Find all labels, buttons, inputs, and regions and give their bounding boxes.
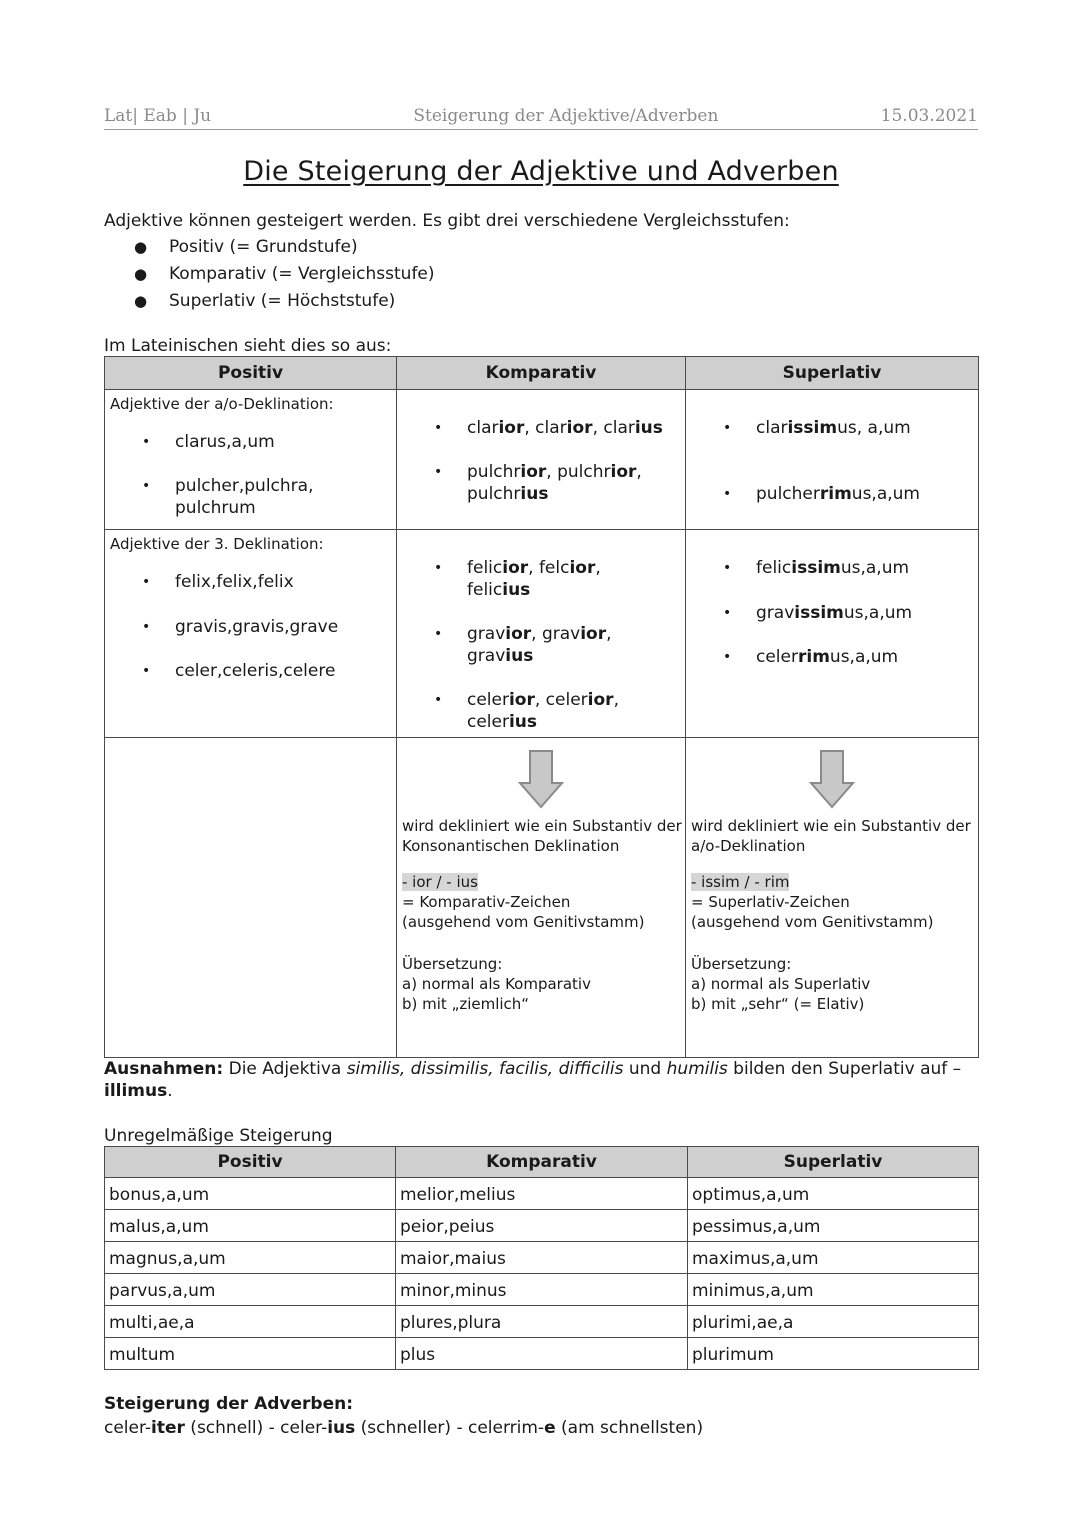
k3-komparativ-list: [397, 557, 685, 733]
bullet-icon: ●: [134, 292, 148, 310]
stage-list: [104, 234, 978, 315]
komp-trans-a: a) normal als Komparativ: [402, 975, 591, 993]
irregular-rows: [105, 1178, 979, 1370]
komp-trans-b: b) mit „ziemlich“: [402, 995, 530, 1013]
list-item: • celer,celeris,celere: [142, 661, 336, 681]
table-row: [105, 1338, 979, 1370]
col-head-komparativ: Komparativ: [396, 1147, 688, 1178]
exceptions-label: Ausnahmen:: [104, 1059, 224, 1079]
document-page: [104, 100, 978, 1440]
bullet-icon: •: [723, 649, 732, 665]
k3-superlativ-cell: [686, 530, 979, 738]
arrow-down-icon: [518, 750, 564, 810]
komp-marker-desc1: = Komparativ-Zeichen: [402, 893, 571, 911]
k3-positiv-list: [105, 571, 396, 682]
bullet-icon: •: [434, 560, 443, 576]
comparison-table: [104, 356, 979, 1058]
list-item: • pulcherrimus,a,um: [723, 484, 920, 504]
table-cell: optimus,a,um: [688, 1178, 979, 1210]
bullet-icon: •: [723, 486, 732, 502]
list-item: • felicissimus,a,um: [723, 558, 910, 578]
list-item: • felix,felix,felix: [142, 572, 294, 592]
list-item: • gravissimus,a,um: [723, 603, 913, 623]
bullet-icon: •: [142, 434, 151, 450]
adverbs-heading: Steigerung der Adverben:: [104, 1394, 354, 1414]
komp-marker-desc2: (ausgehend vom Genitivstamm): [402, 913, 645, 931]
arrow-down-icon: [809, 750, 855, 810]
table-cell: plurimi,ae,a: [688, 1306, 979, 1338]
list-item: • pulcher,pulchra, pulchrum: [142, 476, 314, 518]
col-head-superlativ: Superlativ: [686, 357, 979, 390]
table-cell: maior,maius: [396, 1242, 688, 1274]
irregular-table: [104, 1146, 979, 1370]
exceptions-suffix: illimus: [104, 1081, 168, 1101]
komparativ-notes: [397, 810, 685, 1014]
sup-trans-a: a) normal als Superlativ: [691, 975, 871, 993]
empty-positiv-cell: [105, 738, 397, 1058]
komp-trans-label: Übersetzung:: [402, 955, 503, 973]
col-head-positiv: Positiv: [105, 357, 397, 390]
bullet-icon: •: [723, 605, 732, 621]
k3-komparativ-cell: [397, 530, 686, 738]
sup-marker: - issim / - rim: [691, 873, 790, 891]
bullet-icon: •: [142, 574, 151, 590]
bullet-icon: •: [434, 464, 443, 480]
bullet-icon: •: [723, 560, 732, 576]
sup-marker-desc1: = Superlativ-Zeichen: [691, 893, 850, 911]
ao-heading: Adjektive der a/o-Deklination:: [110, 395, 334, 413]
ao-komparativ-list: [397, 417, 685, 505]
list-item: • clarior, clarior, clarius: [434, 418, 663, 438]
table-row: [105, 1274, 979, 1306]
komp-decl: wird dekliniert wie ein Substantiv der Konsonantischen Deklination: [402, 817, 682, 855]
header-topic: Steigerung der Adjektive/Adverben: [413, 106, 719, 126]
table-cell: plus: [396, 1338, 688, 1370]
k3-superlativ-list: [686, 557, 978, 668]
col-head-komparativ: Komparativ: [397, 357, 686, 390]
table-cell: malus,a,um: [105, 1210, 396, 1242]
table2-label: Unregelmäßige Steigerung: [104, 1126, 333, 1146]
list-item: • clarus,a,um: [142, 432, 275, 452]
bullet-icon: ●: [134, 265, 148, 283]
bullet-icon: •: [723, 420, 732, 436]
list-item: • clarissimus, a,um: [723, 418, 911, 438]
exceptions-note: Ausnahmen: Die Adjektiva similis, dissimilis, facilis, difficilis und humilis bilden den Superlativ auf – illimus.: [104, 1059, 962, 1101]
stage-item: ● Komparativ (= Vergleichsstufe): [134, 261, 978, 288]
ao-positiv-list: [105, 431, 396, 519]
col-head-positiv: Positiv: [105, 1147, 396, 1178]
sup-decl: wird dekliniert wie ein Substantiv der a/o-Deklination: [691, 817, 971, 855]
komparativ-notes-cell: [397, 738, 686, 1058]
stage-item: ● Positiv (= Grundstufe): [134, 234, 978, 261]
adverbs-section: [104, 1392, 978, 1440]
table-cell: plures,plura: [396, 1306, 688, 1338]
superlativ-notes-cell: [686, 738, 979, 1058]
table-row: [105, 1242, 979, 1274]
bullet-icon: •: [142, 663, 151, 679]
list-item: • celerior, celerior, celerius: [434, 690, 619, 732]
table-row: [105, 1178, 979, 1210]
list-item: • gravis,gravis,grave: [142, 617, 339, 637]
komp-marker: - ior / - ius: [402, 873, 478, 891]
bullet-icon: •: [434, 420, 443, 436]
exceptions-word2: humilis: [666, 1059, 728, 1079]
bullet-icon: •: [434, 692, 443, 708]
table-cell: minor,minus: [396, 1274, 688, 1306]
table-cell: melior,melius: [396, 1178, 688, 1210]
sup-marker-desc2: (ausgehend vom Genitivstamm): [691, 913, 934, 931]
list-item: • celerrimus,a,um: [723, 647, 899, 667]
exceptions-words: similis, dissimilis, facilis, difficilis: [346, 1059, 624, 1079]
list-item: • pulchrior, pulchrior, pulchrius: [434, 462, 642, 504]
table-row: [105, 1306, 979, 1338]
sup-trans-b: b) mit „sehr“ (= Elativ): [691, 995, 865, 1013]
table-row: [105, 1210, 979, 1242]
ao-komparativ-cell: [397, 390, 686, 530]
header-date: 15.03.2021: [880, 106, 978, 126]
ao-superlativ-list: [686, 417, 978, 505]
list-item: • felicior, felcior, felicius: [434, 558, 601, 600]
stage-item: ● Superlativ (= Höchststufe): [134, 288, 978, 315]
superlativ-notes: [686, 810, 978, 1014]
table-cell: minimus,a,um: [688, 1274, 979, 1306]
bullet-icon: ●: [134, 238, 148, 256]
ao-positiv-cell: [105, 390, 397, 530]
k3-heading: Adjektive der 3. Deklination:: [110, 535, 324, 553]
list-item: • gravior, gravior, gravius: [434, 624, 612, 666]
table-cell: maximus,a,um: [688, 1242, 979, 1274]
bullet-icon: •: [434, 626, 443, 642]
table-cell: magnus,a,um: [105, 1242, 396, 1274]
page-header: [104, 100, 978, 130]
adverbs-example: celer-iter (schnell) - celer-ius (schneller) - celerrim-e (am schnellsten): [104, 1418, 704, 1438]
k3-positiv-cell: [105, 530, 397, 738]
table-cell: multi,ae,a: [105, 1306, 396, 1338]
page-title: Die Steigerung der Adjektive und Adverben: [243, 156, 839, 187]
table-cell: bonus,a,um: [105, 1178, 396, 1210]
sup-trans-label: Übersetzung:: [691, 955, 792, 973]
col-head-superlativ: Superlativ: [688, 1147, 979, 1178]
table-cell: parvus,a,um: [105, 1274, 396, 1306]
header-course: Lat| Eab | Ju: [104, 106, 212, 126]
intro-text: Adjektive können gesteigert werden. Es gibt drei verschiedene Vergleichsstufen:: [104, 211, 790, 231]
bullet-icon: •: [142, 478, 151, 494]
ao-superlativ-cell: [686, 390, 979, 530]
table-cell: multum: [105, 1338, 396, 1370]
table-cell: plurimum: [688, 1338, 979, 1370]
table1-label: Im Lateinischen sieht dies so aus:: [104, 336, 392, 356]
table-cell: peior,peius: [396, 1210, 688, 1242]
bullet-icon: •: [142, 619, 151, 635]
table-cell: pessimus,a,um: [688, 1210, 979, 1242]
